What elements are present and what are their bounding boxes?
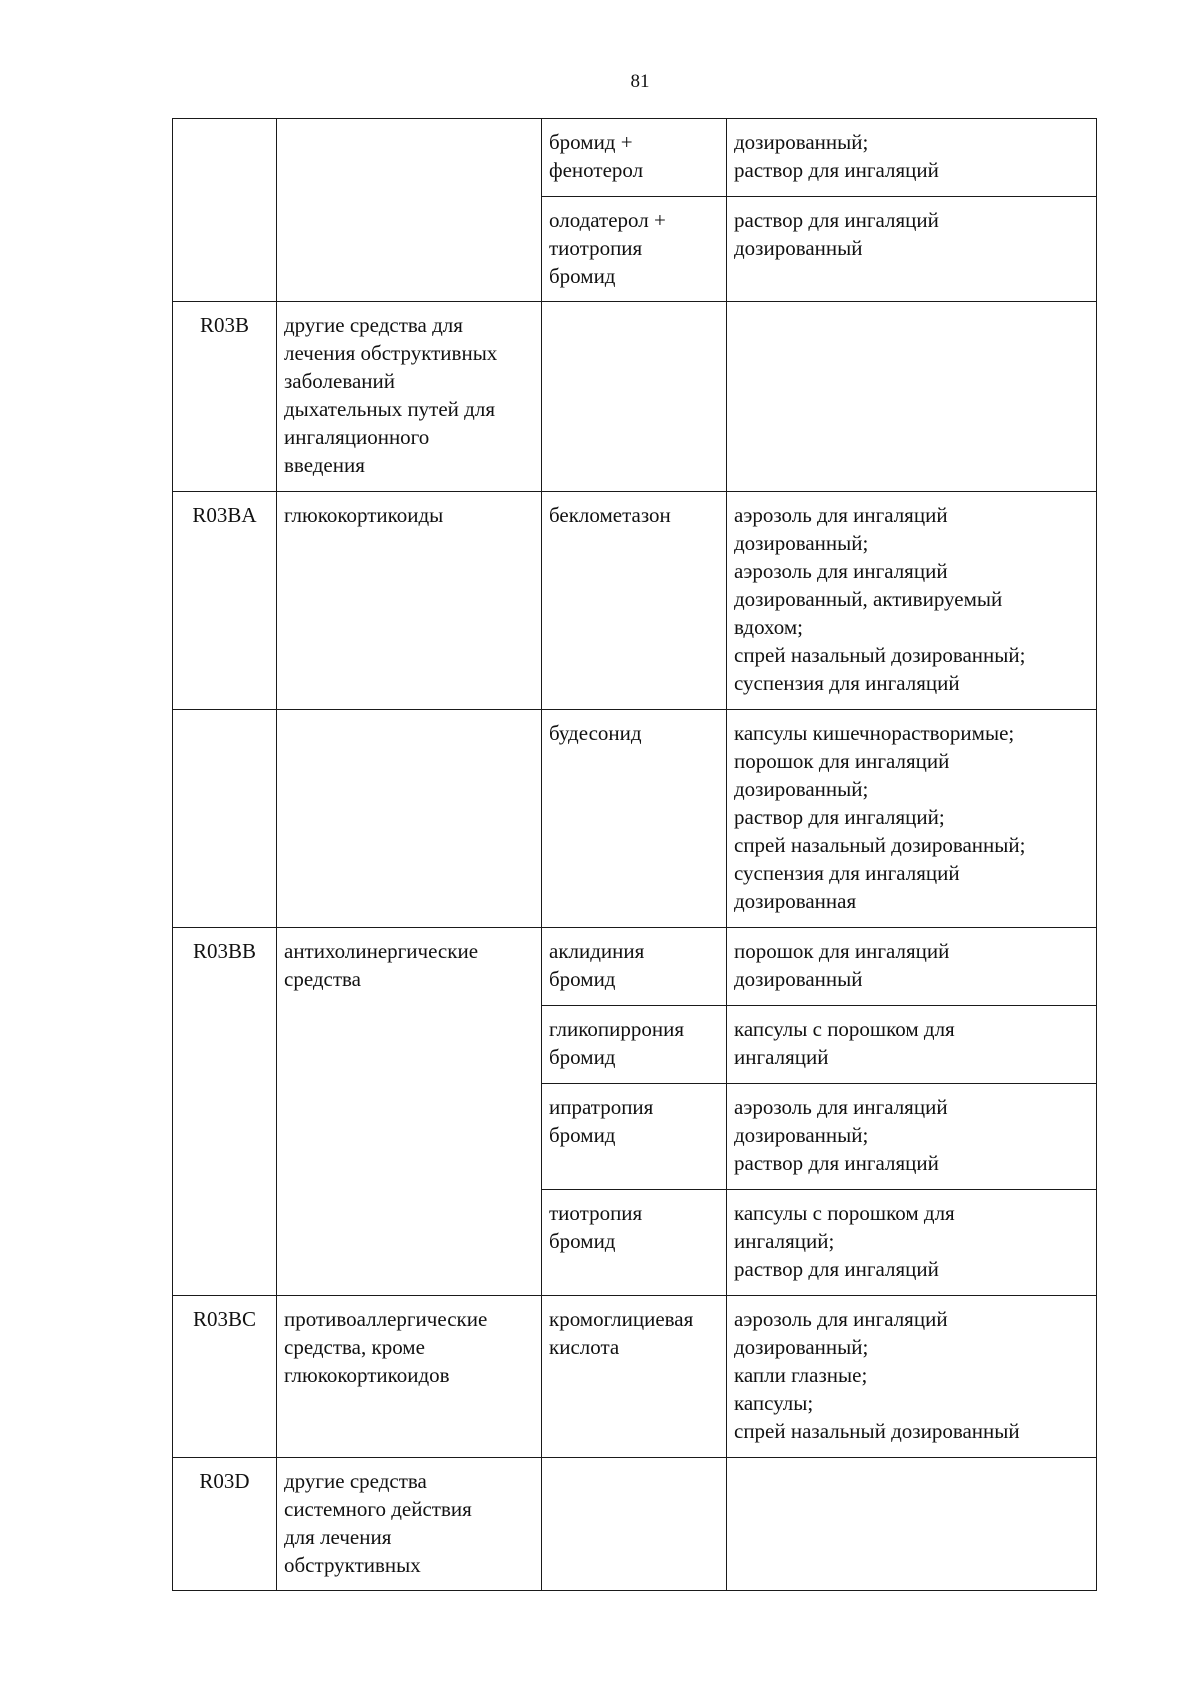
table-row <box>173 302 1097 492</box>
dosage-form-cell: аэрозоль для ингаляций дозированный; капли глазные; капсулы; спрей назальный дозированный <box>727 1296 1097 1458</box>
drug-name-cell: бромид + фенотерол <box>542 119 727 197</box>
drug-name-cell: олодатерол + тиотропия бромид <box>542 197 727 302</box>
dosage-form-cell: капсулы с порошком для ингаляций; раствор для ингаляций <box>727 1190 1097 1296</box>
table-row <box>173 1458 1097 1591</box>
drug-name-cell: ипратропия бромид <box>542 1084 727 1190</box>
dosage-form-cell: аэрозоль для ингаляций дозированный; раствор для ингаляций <box>727 1084 1097 1190</box>
atc-code-cell: R03BB <box>173 928 277 1296</box>
drug-name-cell: гликопиррония бромид <box>542 1006 727 1084</box>
drug-table <box>172 118 1097 1591</box>
dosage-form-cell: порошок для ингаляций дозированный <box>727 928 1097 1006</box>
dosage-form-cell: аэрозоль для ингаляций дозированный; аэрозоль для ингаляций дозированный, активируемый вдохом; спрей назальный дозированный; суспензия для ингаляций <box>727 492 1097 710</box>
group-name-cell: противоаллергические средства, кроме глюкокортикоидов <box>277 1296 542 1458</box>
dosage-form-cell: раствор для ингаляций дозированный <box>727 197 1097 302</box>
drug-name-cell <box>542 1458 727 1591</box>
drug-name-cell: будесонид <box>542 710 727 928</box>
table-row <box>173 710 1097 928</box>
dosage-form-cell <box>727 302 1097 492</box>
dosage-form-cell: капсулы с порошком для ингаляций <box>727 1006 1097 1084</box>
atc-code-cell: R03D <box>173 1458 277 1591</box>
drug-name-cell: тиотропия бромид <box>542 1190 727 1296</box>
page-number: 81 <box>630 71 650 92</box>
group-name-cell: антихолинергические средства <box>277 928 542 1296</box>
drug-name-cell: беклометазон <box>542 492 727 710</box>
atc-code-cell: R03BC <box>173 1296 277 1458</box>
table-row <box>173 119 1097 197</box>
drug-name-cell <box>542 302 727 492</box>
atc-code-cell <box>173 119 277 302</box>
drug-name-cell: кромоглициевая кислота <box>542 1296 727 1458</box>
atc-code-cell: R03BA <box>173 492 277 710</box>
dosage-form-cell <box>727 1458 1097 1591</box>
table-row <box>173 492 1097 710</box>
group-name-cell <box>277 710 542 928</box>
dosage-form-cell: капсулы кишечнорастворимые; порошок для ингаляций дозированный; раствор для ингаляций; спрей назальный дозированный; суспензия для ингаляций дозированная <box>727 710 1097 928</box>
drug-name-cell: аклидиния бромид <box>542 928 727 1006</box>
group-name-cell: глюкокортикоиды <box>277 492 542 710</box>
table-row <box>173 1296 1097 1458</box>
group-name-cell: другие средства для лечения обструктивных заболеваний дыхательных путей для ингаляционного введения <box>277 302 542 492</box>
table-row <box>173 928 1097 1006</box>
atc-code-cell <box>173 710 277 928</box>
group-name-cell <box>277 119 542 302</box>
group-name-cell: другие средства системного действия для лечения обструктивных <box>277 1458 542 1591</box>
dosage-form-cell: дозированный; раствор для ингаляций <box>727 119 1097 197</box>
atc-code-cell: R03B <box>173 302 277 492</box>
